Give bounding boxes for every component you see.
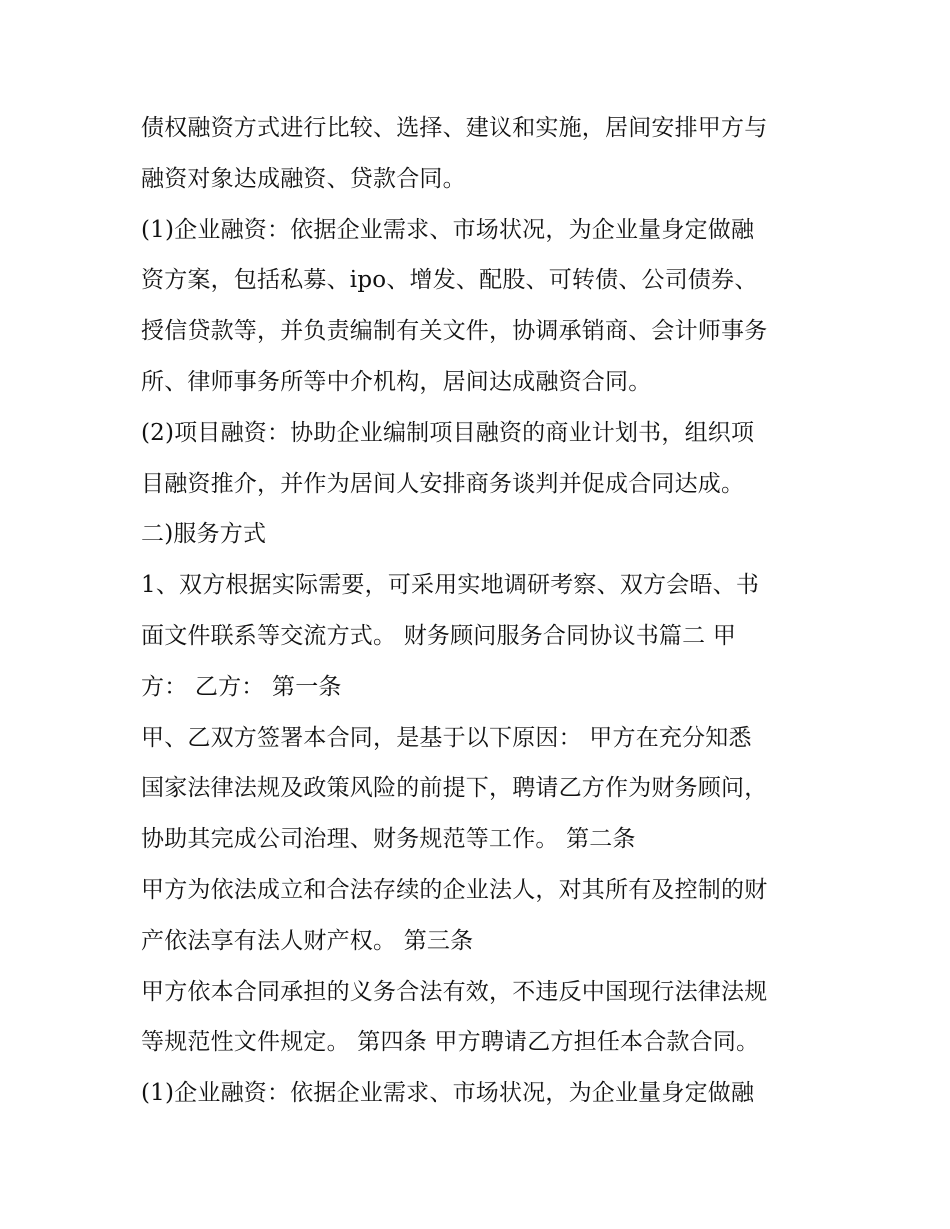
- text-line-14: 国家法律法规及政策风险的前提下，聘请乙方作为财务顾问，: [141, 775, 768, 802]
- text-line-8: 目融资推介，并作为居间人安排商务谈判并促成合同达成。: [141, 470, 745, 497]
- text-line-7: (2)项目融资：协助企业编制项目融资的商业计划书，组织项: [141, 419, 755, 446]
- text-line-11: 面文件联系等交流方式。 财务顾问服务合同协议书篇二 甲: [141, 622, 737, 649]
- text-line-17: 产依法享有法人财产权。 第三条: [141, 927, 474, 954]
- text-line-4: 资方案，包括私募、ipo、增发、配股、可转债、公司债券、: [141, 267, 758, 294]
- text-line-1: 债权融资方式进行比较、选择、建议和实施，居间安排甲方与: [141, 115, 768, 141]
- text-line-16: 甲方为依法成立和合法存续的企业法人，对其所有及控制的财: [141, 876, 768, 903]
- text-line-13: 甲、乙双方签署本合同，是基于以下原因： 甲方在充分知悉: [141, 724, 752, 751]
- text-line-6: 所、律师事务所等中介机构，居间达成融资合同。: [141, 368, 652, 395]
- document-body: [141, 103, 821, 1119]
- text-line-20: (1)企业融资：依据企业需求、市场状况，为企业量身定做融: [141, 1080, 755, 1107]
- section-heading-service-method: 二)服务方式: [141, 521, 267, 548]
- text-line-12: 方： 乙方： 第一条: [141, 673, 342, 700]
- text-line-5: 授信贷款等，并负责编制有关文件，协调承销商、会计师事务: [141, 318, 768, 345]
- text-line-19: 等规范性文件规定。 第四条 甲方聘请乙方担任本合款合同。: [141, 1029, 760, 1056]
- text-line-3: (1)企业融资：依据企业需求、市场状况，为企业量身定做融: [141, 216, 755, 243]
- text-line-2: 融资对象达成融资、贷款合同。: [141, 165, 466, 192]
- text-line-18: 甲方依本合同承担的义务合法有效，不违反中国现行法律法规: [141, 978, 768, 1005]
- text-line-15: 协助其完成公司治理、财务规范等工作。 第二条: [141, 826, 636, 853]
- text-line-10: 1、双方根据实际需要，可采用实地调研考察、双方会晤、书: [141, 572, 760, 599]
